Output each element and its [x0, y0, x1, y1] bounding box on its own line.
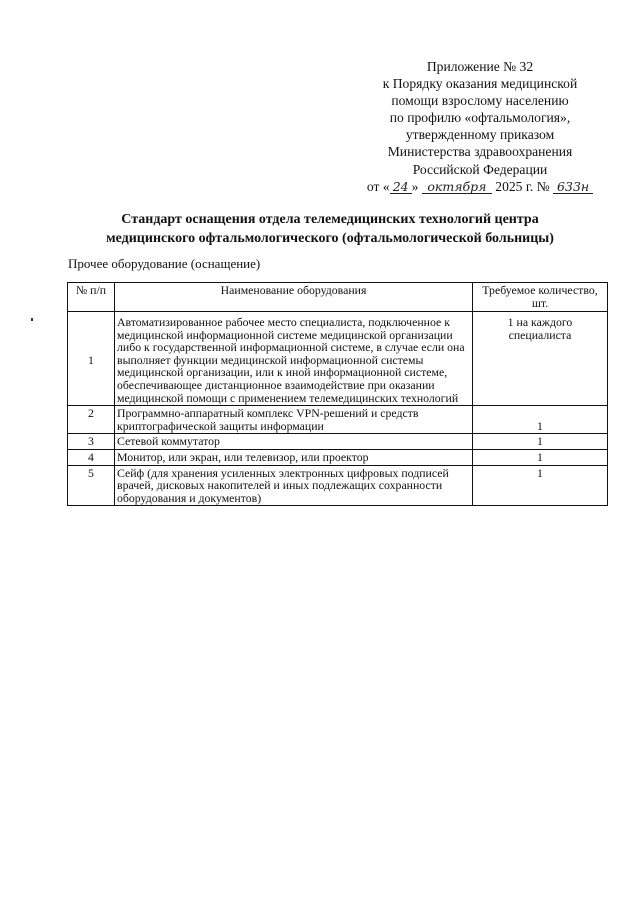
table-row — [68, 449, 608, 465]
appendix-line: Российской Федерации — [412, 161, 548, 177]
equipment-quantity: 1 — [473, 465, 608, 506]
margin-mark — [31, 318, 33, 321]
equipment-name: Сейф (для хранения усиленных электронных цифровых подписей врачей, дисковых накопителей и иных подлежащих сохранности оборудования и документов) — [115, 465, 473, 506]
row-number: 1 — [68, 312, 115, 406]
row-number: 5 — [68, 465, 115, 506]
equipment-table — [67, 282, 608, 506]
table-row — [68, 434, 608, 450]
appendix-line: утвержденному приказом — [405, 127, 555, 143]
header-num: № п/п — [68, 283, 115, 312]
table-row — [68, 406, 608, 434]
equipment-quantity: 1 — [473, 406, 608, 434]
appendix-line: Министерства здравоохранения — [387, 144, 573, 160]
section-subheading: Прочее оборудование (оснащение) — [68, 256, 261, 271]
header-name: Наименование оборудования — [115, 283, 473, 312]
equipment-quantity: 1 — [473, 434, 608, 450]
equipment-quantity: 1 — [473, 449, 608, 465]
row-number: 2 — [68, 406, 115, 434]
appendix-block — [355, 58, 605, 195]
appendix-line: помощи взрослому населению — [391, 93, 569, 109]
title-line: Стандарт оснащения отдела телемедицинских технологий центра — [121, 212, 539, 227]
appendix-line: Приложение № 32 — [426, 59, 534, 74]
equipment-name: Программно-аппаратный комплекс VPN-решений и средств криптографической защиты информации — [115, 406, 473, 434]
equipment-name: Монитор, или экран, или телевизор, или проектор — [115, 449, 473, 465]
date-year-label: 2025 г. № — [495, 178, 550, 194]
table-row — [68, 312, 608, 406]
equipment-name: Сетевой коммутатор — [115, 434, 473, 450]
table-header-row — [68, 283, 608, 312]
date-day-handwritten: 24 — [390, 180, 412, 194]
equipment-name: Автоматизированное рабочее место специалиста, подключенное к медицинской информационной системе медицинской организации либо к государственной информационной системе, в случае если она выполняет функции медицинской информационной системы медицинской организации, или к иной информационной системе, обеспечивающее дистанционное взаимодействие при оказании медицинской помощи с применением телемедицинских технологий — [115, 312, 473, 406]
order-date-line — [355, 178, 605, 195]
appendix-line: по профилю «офтальмология», — [389, 110, 571, 126]
table-row — [68, 465, 608, 506]
title-line: медицинского офтальмологического (офтальмологической больницы) — [106, 231, 554, 246]
date-prefix: от « — [366, 178, 390, 194]
row-number: 4 — [68, 449, 115, 465]
document-title — [40, 210, 620, 248]
row-number: 3 — [68, 434, 115, 450]
header-qty: Требуемое количество, шт. — [473, 283, 608, 312]
date-month-handwritten: октября — [422, 180, 492, 194]
equipment-quantity: 1 на каждого специалиста — [473, 312, 608, 406]
date-mid: » — [411, 178, 419, 194]
order-number-handwritten: 633н — [553, 180, 593, 194]
appendix-line: к Порядку оказания медицинской — [382, 76, 578, 92]
